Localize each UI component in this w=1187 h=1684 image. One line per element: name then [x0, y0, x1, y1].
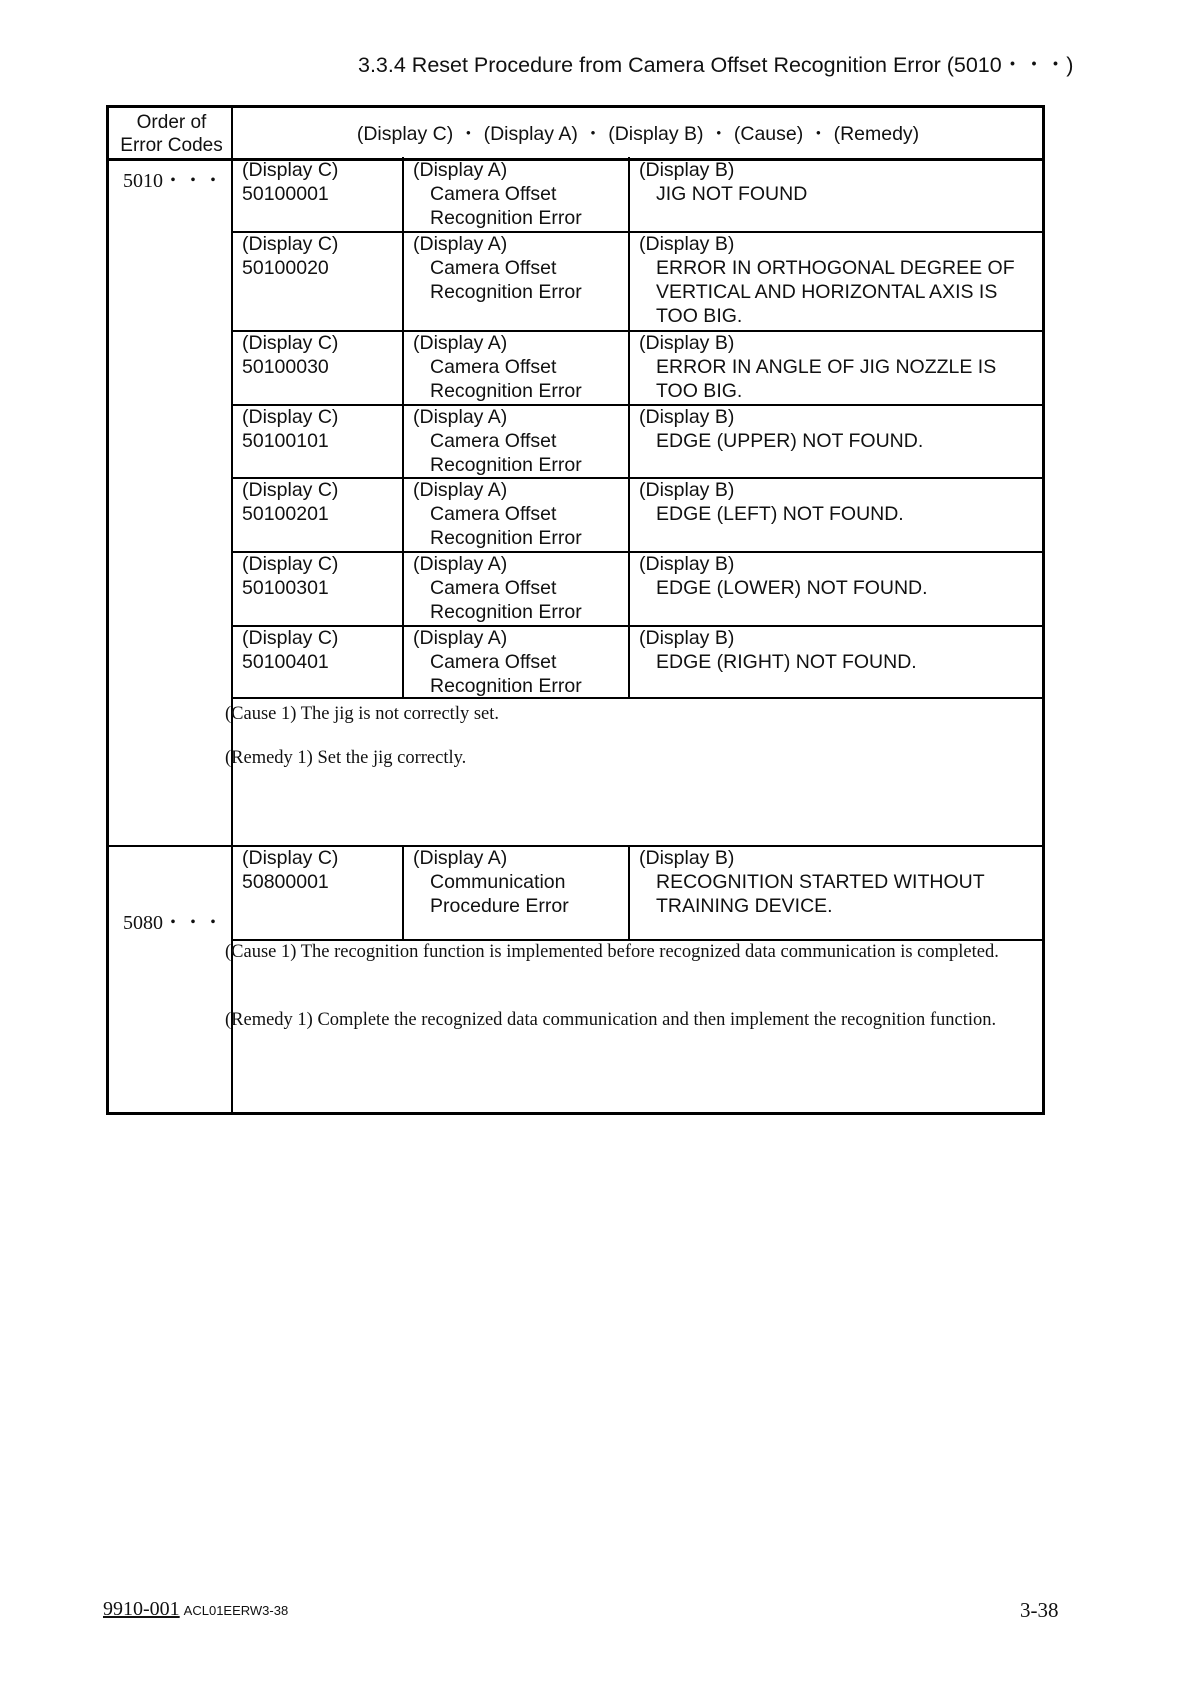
display-a-label: (Display A) [413, 159, 508, 181]
col-b-divider [628, 231, 630, 330]
display-c-label: (Display C) [242, 233, 339, 255]
display-b-text: EDGE (LEFT) NOT FOUND. [656, 503, 904, 525]
display-b-cell [639, 626, 917, 674]
cause-divider [233, 697, 1042, 699]
display-c-cell [242, 552, 338, 600]
display-a-cell [413, 626, 582, 698]
footer-document-id [103, 1598, 288, 1621]
display-c-code: 50100101 [242, 430, 329, 452]
display-a-text: Procedure Error [430, 895, 569, 917]
display-a-cell [413, 405, 582, 477]
cause-5080: (Cause 1) The recognition function is implemented before recognized data communication is completed. [225, 942, 999, 962]
col-b-divider [628, 404, 630, 477]
col-b-divider [628, 477, 630, 551]
col-a-divider [402, 157, 404, 231]
display-a-text: Recognition Error [430, 207, 582, 229]
display-b-text: VERTICAL AND HORIZONTAL AXIS IS [656, 281, 998, 303]
display-b-label: (Display B) [639, 847, 735, 869]
display-c-label: (Display C) [242, 553, 339, 575]
display-c-code: 50800001 [242, 871, 329, 893]
display-b-text: ERROR IN ANGLE OF JIG NOZZLE IS [656, 356, 997, 378]
row-divider [233, 477, 1042, 479]
display-b-text: EDGE (LOWER) NOT FOUND. [656, 577, 928, 599]
display-a-cell [413, 846, 569, 918]
display-c-cell [242, 626, 338, 674]
display-c-label: (Display C) [242, 332, 339, 354]
display-a-label: (Display A) [413, 233, 508, 255]
display-b-text: TOO BIG. [656, 305, 743, 327]
col-a-divider [402, 477, 404, 551]
col-b-divider [628, 157, 630, 231]
display-a-text: Recognition Error [430, 454, 582, 476]
display-a-label: (Display A) [413, 847, 508, 869]
display-c-label: (Display C) [242, 847, 339, 869]
header-order-line-2: Error Codes [120, 135, 223, 156]
display-b-text: RECOGNITION STARTED WITHOUT [656, 871, 985, 893]
display-b-label: (Display B) [639, 332, 735, 354]
col-a-divider [402, 231, 404, 330]
footer-doc-code: ACL01EERW3-38 [183, 1603, 289, 1618]
display-a-text: Recognition Error [430, 601, 582, 623]
display-c-code: 50100030 [242, 356, 329, 378]
display-a-text: Recognition Error [430, 675, 582, 697]
page-number: 3-38 [1020, 1598, 1059, 1622]
display-c-label: (Display C) [242, 627, 339, 649]
display-b-label: (Display B) [639, 233, 735, 255]
error-code-table [106, 105, 1045, 1115]
display-b-text: TRAINING DEVICE. [656, 895, 833, 917]
col-a-divider [402, 845, 404, 939]
display-b-text: ERROR IN ORTHOGONAL DEGREE OF [656, 257, 1015, 279]
display-b-cell [639, 232, 1015, 328]
display-a-label: (Display A) [413, 479, 508, 501]
display-b-cell [639, 478, 904, 526]
col-b-divider [628, 625, 630, 697]
col-a-divider [402, 551, 404, 625]
display-c-cell [242, 158, 338, 206]
display-a-text: Camera Offset [430, 577, 557, 599]
display-b-text: EDGE (RIGHT) NOT FOUND. [656, 651, 917, 673]
display-b-label: (Display B) [639, 627, 735, 649]
display-b-cell [639, 405, 923, 453]
display-a-text: Recognition Error [430, 281, 582, 303]
header-display-columns: (Display C) ・ (Display A) ・ (Display B) ・ (Cause) ・ (Remedy) [356, 123, 920, 145]
display-a-label: (Display A) [413, 332, 508, 354]
display-b-text: JIG NOT FOUND [656, 183, 808, 205]
order-code-5080: 5080・・・ [123, 912, 223, 934]
display-b-cell [639, 158, 807, 206]
order-code-5010: 5010・・・ [123, 170, 223, 192]
display-b-label: (Display B) [639, 406, 735, 428]
display-a-text: Camera Offset [430, 503, 557, 525]
display-a-text: Camera Offset [430, 651, 557, 673]
display-a-text: Communication [430, 871, 566, 893]
display-c-code: 50100020 [242, 257, 329, 279]
display-b-text: TOO BIG. [656, 380, 743, 402]
col-a-divider [402, 330, 404, 404]
display-a-text: Camera Offset [430, 257, 557, 279]
display-c-cell [242, 405, 338, 453]
col-b-divider [628, 845, 630, 939]
display-a-cell [413, 478, 582, 550]
display-a-text: Camera Offset [430, 183, 557, 205]
display-c-code: 50100301 [242, 577, 329, 599]
cause-5010: (Cause 1) The jig is not correctly set. [225, 704, 500, 724]
display-c-cell [242, 232, 338, 280]
display-a-text: Recognition Error [430, 527, 582, 549]
display-a-text: Recognition Error [430, 380, 582, 402]
display-a-label: (Display A) [413, 553, 508, 575]
display-a-cell [413, 552, 582, 624]
remedy-5010: (Remedy 1) Set the jig correctly. [225, 748, 467, 768]
display-c-cell [242, 478, 338, 526]
display-b-cell [639, 331, 996, 403]
col-a-divider [402, 404, 404, 477]
col-b-divider [628, 551, 630, 625]
row-divider [233, 625, 1042, 627]
display-c-cell [242, 331, 338, 379]
display-c-code: 50100401 [242, 651, 329, 673]
display-b-label: (Display B) [639, 479, 735, 501]
display-b-text: EDGE (UPPER) NOT FOUND. [656, 430, 924, 452]
display-b-cell [639, 552, 928, 600]
remedy-5080: (Remedy 1) Complete the recognized data communication and then implement the recognition function. [225, 1010, 997, 1030]
header-order-line-1: Order of [136, 112, 207, 133]
display-a-text: Camera Offset [430, 356, 557, 378]
display-c-code: 50100001 [242, 183, 329, 205]
display-b-label: (Display B) [639, 159, 735, 181]
display-b-label: (Display B) [639, 553, 735, 575]
display-a-label: (Display A) [413, 627, 508, 649]
display-a-text: Camera Offset [430, 430, 557, 452]
display-c-label: (Display C) [242, 479, 339, 501]
display-c-code: 50100201 [242, 503, 329, 525]
col-b-divider [628, 330, 630, 404]
display-a-cell [413, 331, 582, 403]
display-a-cell [413, 158, 582, 230]
footer-doc-number: 9910-001 [103, 1598, 180, 1620]
section-title: 3.3.4 Reset Procedure from Camera Offset Recognition Error (5010・・・) [358, 53, 1074, 77]
col-a-divider [402, 625, 404, 697]
header-order-of-error-codes [109, 108, 234, 161]
display-a-label: (Display A) [413, 406, 508, 428]
display-c-label: (Display C) [242, 159, 339, 181]
display-c-label: (Display C) [242, 406, 339, 428]
display-b-cell [639, 846, 985, 918]
display-c-cell [242, 846, 338, 894]
display-a-cell [413, 232, 582, 304]
